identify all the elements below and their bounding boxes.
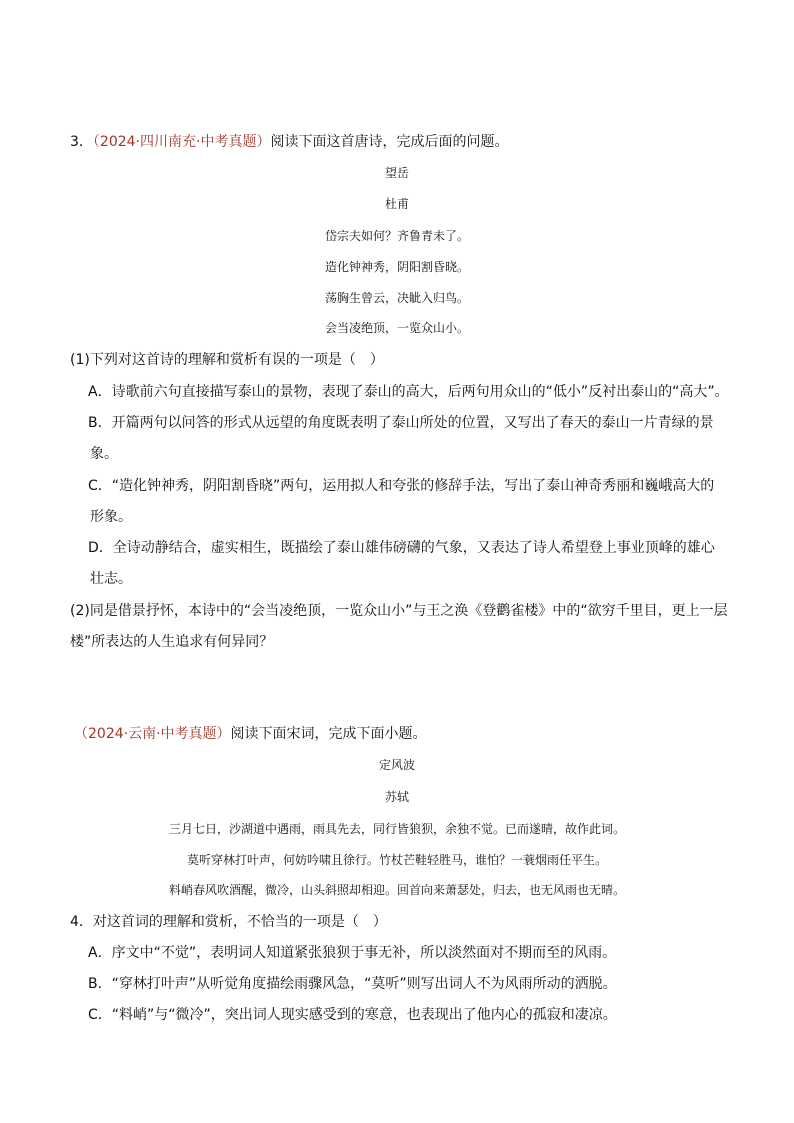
poem-line: 造化钟神秀，阴阳割昏晓。: [324, 260, 469, 274]
source-paren-close: ）: [256, 134, 271, 150]
poem-preface: 三月七日，沙湖道中遇雨，雨具先去，同行皆狼狈，余独不觉。已而遂晴，故作此词。: [168, 822, 625, 836]
source-tag: 2024·四川南充·中考真题: [99, 134, 257, 150]
poem-line: 岱宗夫如何？齐鲁青未了。: [324, 229, 469, 243]
sub-question-1: (1)下列对这首诗的理解和赏析有误的一项是（ ）: [70, 352, 384, 368]
poem-line: 荡胸生曾云，决眦入归鸟。: [324, 291, 469, 305]
poem-title: 望岳: [384, 166, 409, 180]
q4-option-b: B．“穿林打叶声”从听觉角度描绘雨骤风急，“莫听”则写出词人不为风雨所动的洒脱。: [88, 976, 617, 992]
source-paren-open: （: [92, 134, 100, 150]
question-3-header: [70, 132, 508, 152]
option-d-cont: 壮志。: [90, 571, 132, 587]
question-prompt: 阅读下面宋词，完成下面小题。: [230, 726, 427, 742]
poem-line: 料峭春风吹酒醒，微冷，山头斜照却相迎。回首向来萧瑟处，归去，也无风雨也无晴。: [168, 883, 625, 897]
option-d: D．全诗动静结合，虚实相生，既描绘了泰山雄伟磅礴的气象，又表达了诗人希望登上事业顶峰的雄心: [88, 540, 715, 556]
poem-line: 会当凌绝顶，一览众山小。: [324, 321, 469, 335]
source-paren-open: （: [74, 726, 88, 742]
q4-option-c: C．“料峭”与“微冷”，突出词人现实感受到的寒意，也表现出了他内心的孤寂和凄凉。: [88, 1007, 617, 1023]
source-tag: 2024·云南·中考真题: [88, 726, 217, 742]
option-c: C．“造化钟神秀，阴阳割昏晓”两句，运用拟人和夸张的修辞手法，写出了泰山神奇秀丽和巍峨高大的: [88, 478, 715, 494]
question-4: 4．对这首词的理解和赏析，不恰当的一项是（ ）: [70, 914, 387, 930]
sub-question-2: (2)同是借景抒怀，本诗中的“会当凌绝顶，一览众山小”与王之涣《登鹳雀楼》中的“欲穷千里目，更上一层: [70, 603, 728, 619]
question-prompt: 阅读下面这首唐诗，完成后面的问题。: [270, 134, 509, 150]
question-4-header: [74, 724, 427, 744]
poem-title: 定风波: [378, 758, 415, 772]
poem-author: 苏轼: [384, 790, 409, 804]
option-c-cont: 形象。: [90, 509, 132, 525]
option-b: B．开篇两句以问答的形式从远望的角度既表明了泰山所处的位置，又写出了春天的泰山一片青绿的景: [88, 415, 714, 431]
question-number: 3．: [70, 134, 93, 150]
poem-author: 杜甫: [384, 197, 409, 211]
source-paren-close: ）: [216, 726, 231, 742]
option-b-cont: 象。: [90, 446, 118, 462]
sub-question-2-cont: 楼”所表达的人生追求有何异同？: [70, 634, 274, 650]
option-a: A．诗歌前六句直接描写泰山的景物，表现了泰山的高大，后两句用众山的“低小”反衬出泰山的“高大”。: [88, 384, 729, 400]
q4-option-a: A．序文中“不觉”，表明词人知道紧张狼狈于事无补，所以淡然面对不期而至的风雨。: [88, 945, 617, 961]
poem-line: 莫听穿林打叶声，何妨吟啸且徐行。竹杖芒鞋轻胜马，谁怕？一蓑烟雨任平生。: [186, 853, 607, 867]
